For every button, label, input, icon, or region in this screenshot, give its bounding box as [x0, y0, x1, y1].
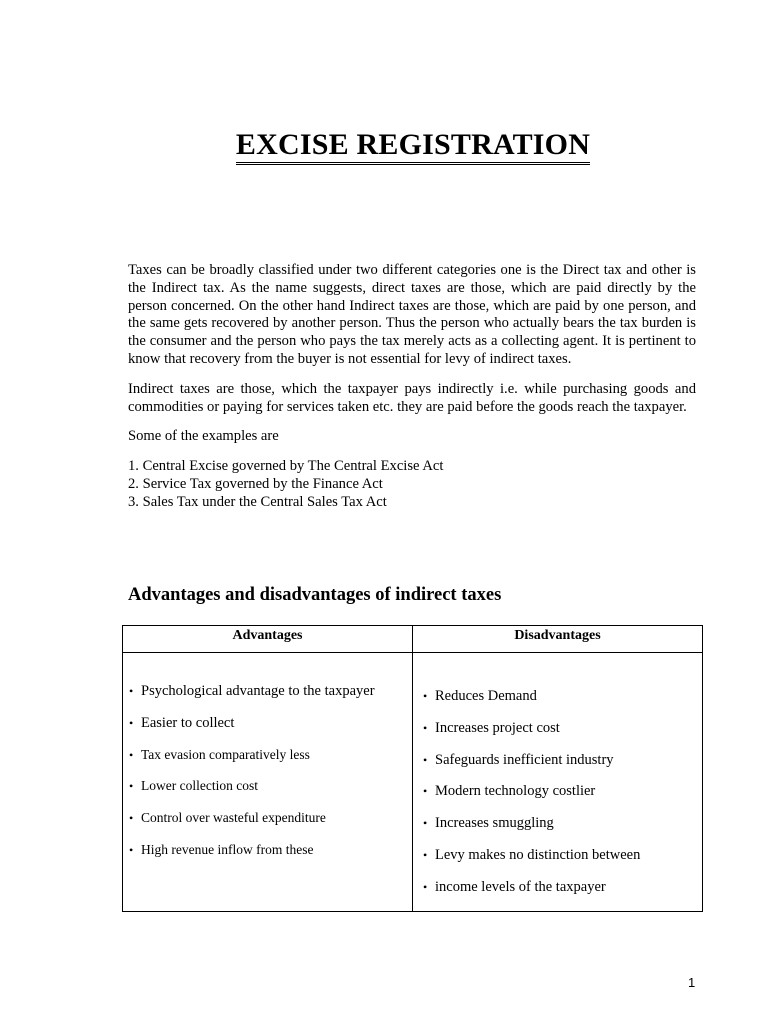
advantage-text: High revenue inflow from these: [141, 841, 314, 857]
list-item: [423, 752, 702, 784]
title-text: EXCISE REGISTRATION: [236, 128, 590, 165]
bullet-icon: •: [129, 842, 134, 857]
list-item: [423, 720, 702, 752]
body-text: [128, 262, 696, 512]
bullet-icon: •: [129, 811, 134, 826]
bullet-icon: •: [423, 784, 428, 799]
list-item: [423, 847, 702, 879]
list-item: [423, 815, 702, 847]
disadvantages-list: [413, 653, 702, 911]
advantages-cell: [123, 653, 413, 912]
paragraph-examples-intro: Some of the examples are: [128, 428, 279, 445]
list-item: [423, 783, 702, 815]
bullet-icon: •: [129, 684, 134, 698]
page-number: 1: [688, 975, 696, 990]
list-item: [129, 683, 412, 715]
list-item: [129, 778, 412, 810]
bullet-icon: •: [129, 747, 134, 762]
list-item: 1. Central Excise governed by The Central Excise Act: [128, 458, 444, 475]
advantages-table: [122, 625, 703, 912]
bullet-icon: •: [423, 752, 428, 767]
paragraph-intro: Taxes can be broadly classified under two different categories one is the Direct tax and other is the Indirect tax. As the name suggests, direct taxes are those, which are paid directly by the person concerned. On the other hand Indirect taxes are those, which are paid by one person, and the same gets recovered by another person. Thus the person who actually bears the tax burden is the consumer and the person who pays the tax merely acts as a collecting agent. It is pertinent to know that recovery from the buyer is not essential for levy of indirect taxes.: [128, 262, 696, 367]
page-title: [0, 128, 768, 162]
disadvantage-text: Safeguards inefficient industry: [435, 751, 614, 768]
list-item: [129, 810, 412, 842]
bullet-icon: •: [423, 816, 428, 831]
table-row: [123, 653, 703, 912]
table-header-row: [123, 626, 703, 653]
disadvantage-text: Increases smuggling: [435, 815, 554, 832]
list-item: [129, 842, 412, 874]
bullet-icon: •: [129, 715, 134, 730]
list-item: [423, 688, 702, 720]
list-item: 2. Service Tax governed by the Finance Act: [128, 475, 383, 492]
advantage-text: Easier to collect: [141, 714, 235, 731]
advantage-text: Lower collection cost: [141, 778, 258, 794]
advantage-text: Control over wasteful expenditure: [141, 810, 326, 826]
bullet-icon: •: [423, 879, 428, 894]
header-disadvantages: Disadvantages: [413, 626, 703, 653]
disadvantages-cell: [413, 653, 703, 912]
disadvantage-text: Modern technology costlier: [435, 783, 596, 800]
list-item: 3. Sales Tax under the Central Sales Tax Act: [128, 493, 387, 510]
bullet-icon: •: [423, 720, 428, 735]
disadvantage-text: Reduces Demand: [435, 688, 537, 704]
bullet-icon: •: [129, 779, 134, 794]
paragraph-indirect: Indirect taxes are those, which the taxpayer pays indirectly i.e. while purchasing goods and commodities or paying for services taken etc. they are paid before the goods reach the taxpayer.: [128, 380, 696, 415]
list-item: [129, 715, 412, 747]
section-heading: Advantages and disadvantages of indirect taxes: [128, 585, 502, 605]
disadvantage-text: Levy makes no distinction between: [435, 846, 641, 863]
disadvantage-text: income levels of the taxpayer: [435, 878, 606, 895]
disadvantage-text: Increases project cost: [435, 719, 560, 736]
list-item: [423, 879, 702, 911]
header-advantages: Advantages: [123, 626, 413, 653]
bullet-icon: •: [423, 689, 428, 703]
examples-list: [128, 458, 696, 511]
advantage-text: Tax evasion comparatively less: [141, 746, 310, 762]
advantages-list: [123, 653, 412, 890]
bullet-icon: •: [423, 847, 428, 862]
list-item: [129, 747, 412, 779]
advantage-text: Psychological advantage to the taxpayer: [141, 683, 375, 699]
